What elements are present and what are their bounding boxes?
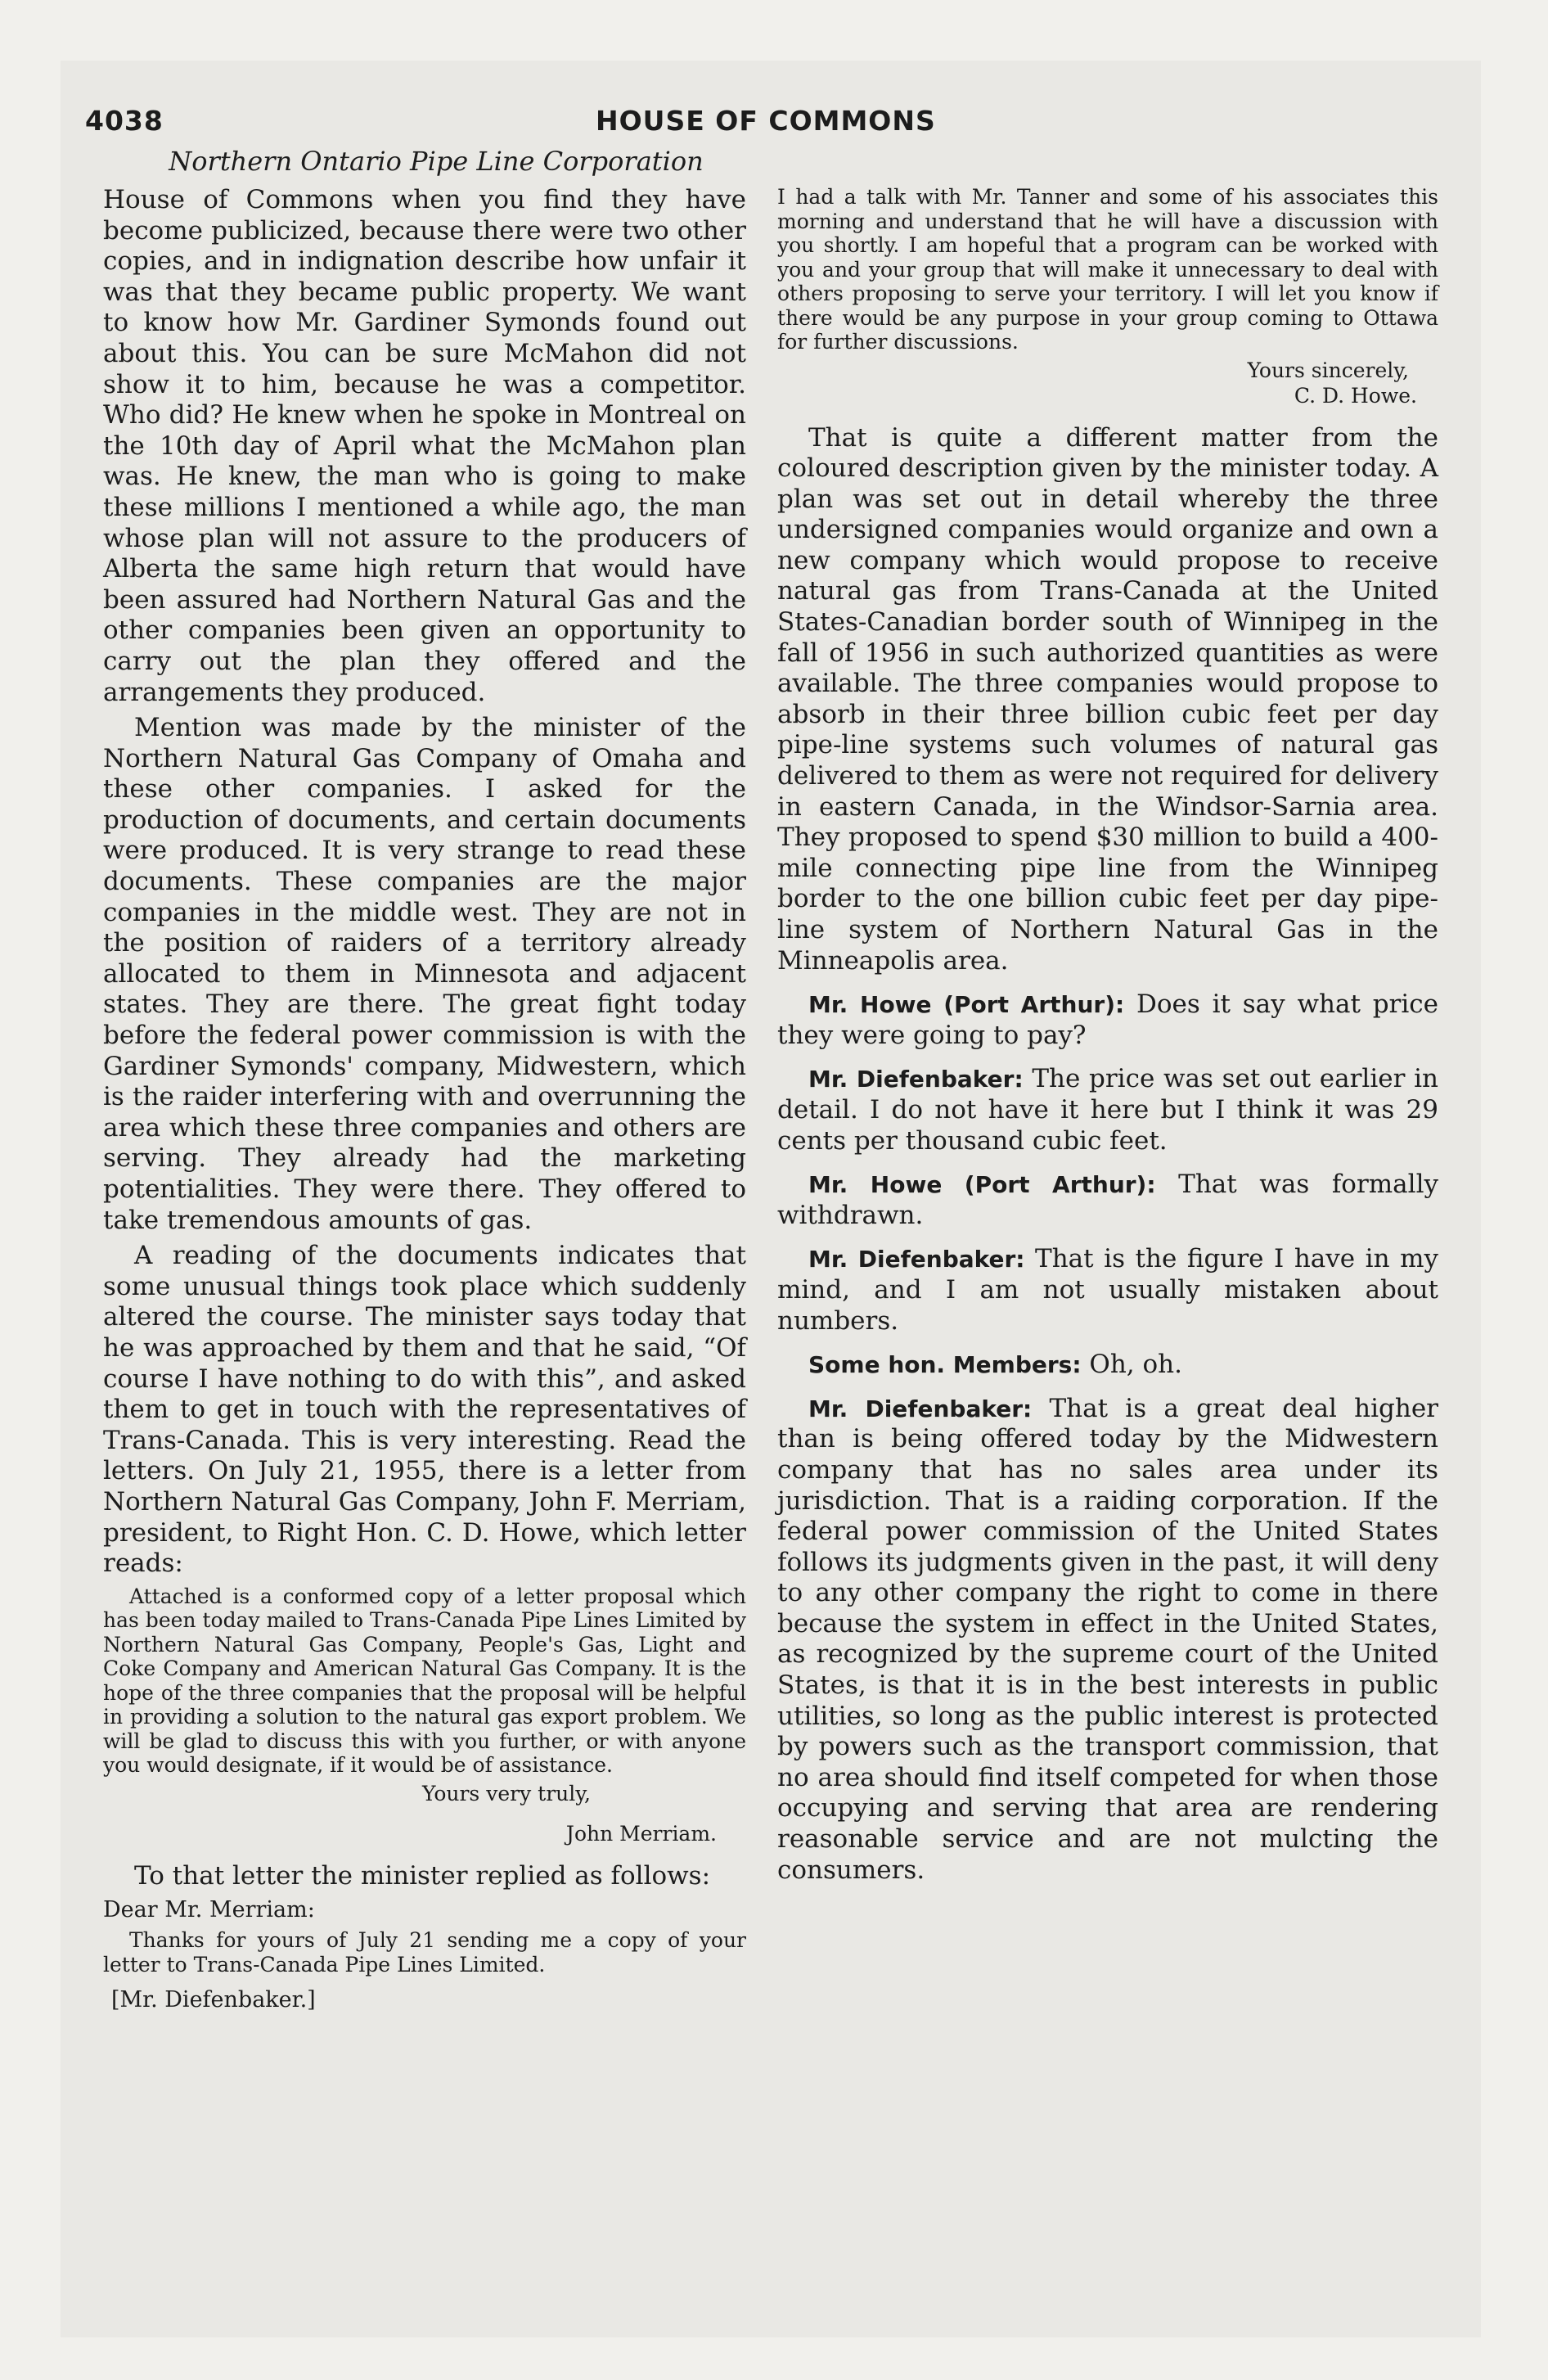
speech-text: That is a great deal higher than is being offered today by the Midwestern company that has no sales area under its jurisdiction. That is a raiding corporation. If the federal power commission of the United States follows its judgments given in the past, it will deny to any other company the right to come in there because the system in effect in the United States, as recognized by the supreme court of the United States, is that it is in the best interests in public utilities, so long as the public interest is protected by powers such as the transport commission, that no area should find itself competed for when those occupying and serving that area are rendering reasonable service and are not mulcting the consumers. xyxy=(777,1393,1438,1885)
speech-paragraph xyxy=(777,1244,1438,1336)
speech-text: Oh, oh. xyxy=(1081,1350,1182,1380)
letter-salutation: Dear Mr. Merriam: xyxy=(103,1897,315,1923)
speech-paragraph xyxy=(777,1350,1438,1381)
page-number: 4038 xyxy=(85,105,164,137)
body-paragraph: To that letter the minister replied as follows: xyxy=(134,1860,711,1891)
body-paragraph: House of Commons when you find they have become publicized, because there were two other copies, and in indignation describe how unfair it was that they became public property. We want to know how Mr. Gardiner Symonds found out about this. You can be sure McMahon did not show it to him, because he was a competitor. Who did? He knew when he spoke in Montreal on the 10th day of April what the McMahon plan was. He knew, the man who is going to make these millions I mentioned a while ago, the man whose plan will not assure to the producers of Alberta the same high return that would have been assured had Northern Natural Gas and the other companies been given an opportunity to carry out the plan they offered and the arrangements they produced. xyxy=(103,185,746,707)
quoted-letter: Attached is a conformed copy of a letter proposal which has been today mailed to Trans-Canada Pipe Lines Limited by Northern Natural Gas Company, People's Gas, Light and Coke Company and American Natural Gas Company. It is the hope of the three companies that the proposal will be helpful in providing a solution to the natural gas export problem. We will be glad to discuss this with you further, or with anyone you would designate, if it would be of assistance. xyxy=(103,1584,746,1778)
speech-paragraph xyxy=(777,1064,1438,1156)
speaker-name: Mr. Howe (Port Arthur): xyxy=(808,1171,1156,1199)
speech-paragraph xyxy=(777,1394,1438,1886)
speech-paragraph xyxy=(777,989,1438,1051)
speech-text: Does it say what price they were going to pay? xyxy=(777,989,1438,1050)
speaker-attribution: [Mr. Diefenbaker.] xyxy=(111,1987,316,2013)
speaker-name: Mr. Howe (Port Arthur): xyxy=(808,991,1125,1019)
speaker-name: Mr. Diefenbaker: xyxy=(808,1066,1024,1093)
section-subtitle: Northern Ontario Pipe Line Corporation xyxy=(169,146,704,177)
body-paragraph: That is quite a different matter from the coloured description given by the minister today. A plan was set out in detail whereby the three undersigned companies would organize and own a new company which would propose to receive natural gas from Trans-Canada at the United States-Canadian border south of Winnipeg in the fall of 1956 in such authorized quantities as were available. The three companies would propose to absorb in their three billion cubic feet per day pipe-line systems such volumes of natural gas delivered to them as were not required for delivery in eastern Canada, in the Windsor-Sarnia area. They proposed to spend $30 million to build a 400-mile connecting pipe line from the Winnipeg border to the one billion cubic feet per day pipe-line system of Northern Natural Gas in the Minneapolis area. xyxy=(777,422,1438,976)
body-paragraph: A reading of the documents indicates that some unusual things took place which suddenly altered the course. The minister says today that he was approached by them and that he said, “Of course I have nothing to do with this”, and asked them to get in touch with the representatives of Trans-Canada. This is very interesting. Read the letters. On July 21, 1955, there is a letter from Northern Natural Gas Company, John F. Merriam, president, to Right Hon. C. D. Howe, which letter reads: xyxy=(103,1241,746,1579)
speech-text: That is the figure I have in my mind, and I am not usually mistaken about numbers. xyxy=(777,1244,1438,1336)
quoted-letter: I had a talk with Mr. Tanner and some of his associates this morning and understand that he will have a discussion with you shortly. I am hopeful that a program can be worked with you and your group that will make it unnecessary to deal with others proposing to serve your territory. I will let you know if there would be any purpose in your group coming to Ottawa for further discussions. xyxy=(777,185,1438,354)
page-header xyxy=(85,105,1476,146)
letter-signature: John Merriam. xyxy=(565,1821,717,1846)
speech-text: The price was set out earlier in detail. I do not have it here but I think it was 29 cents per thousand cubic feet. xyxy=(777,1064,1438,1156)
quoted-letter: Thanks for yours of July 21 sending me a copy of your letter to Trans-Canada Pipe Lines Limited. xyxy=(103,1928,746,1977)
body-paragraph: Mention was made by the minister of the Northern Natural Gas Company of Omaha and these other companies. I asked for the production of documents, and certain documents were produced. It is very strange to read these documents. These companies are the major companies in the middle west. They are not in the position of raiders of a territory already allocated to them in Minnesota and adjacent states. They are there. The great fight today before the federal power commission is with the Gardiner Symonds' company, Midwestern, which is the raider interfering with and overrunning the area which these three companies and others are serving. They already had the marketing potentialities. They were there. They offered to take tremendous amounts of gas. xyxy=(103,713,746,1235)
running-title: HOUSE OF COMMONS xyxy=(596,105,936,137)
letter-closing: Yours sincerely, xyxy=(1247,358,1409,382)
speaker-name: Mr. Diefenbaker: xyxy=(808,1395,1033,1422)
letter-signature: C. D. Howe. xyxy=(1294,383,1417,408)
speech-text: That was formally withdrawn. xyxy=(777,1170,1438,1230)
right-column xyxy=(777,185,1438,1889)
letter-closing: Yours very truly, xyxy=(422,1781,591,1805)
left-column xyxy=(103,185,746,2013)
speaker-name: Some hon. Members: xyxy=(808,1351,1082,1379)
speech-paragraph xyxy=(777,1170,1438,1231)
speaker-name: Mr. Diefenbaker: xyxy=(808,1246,1025,1273)
